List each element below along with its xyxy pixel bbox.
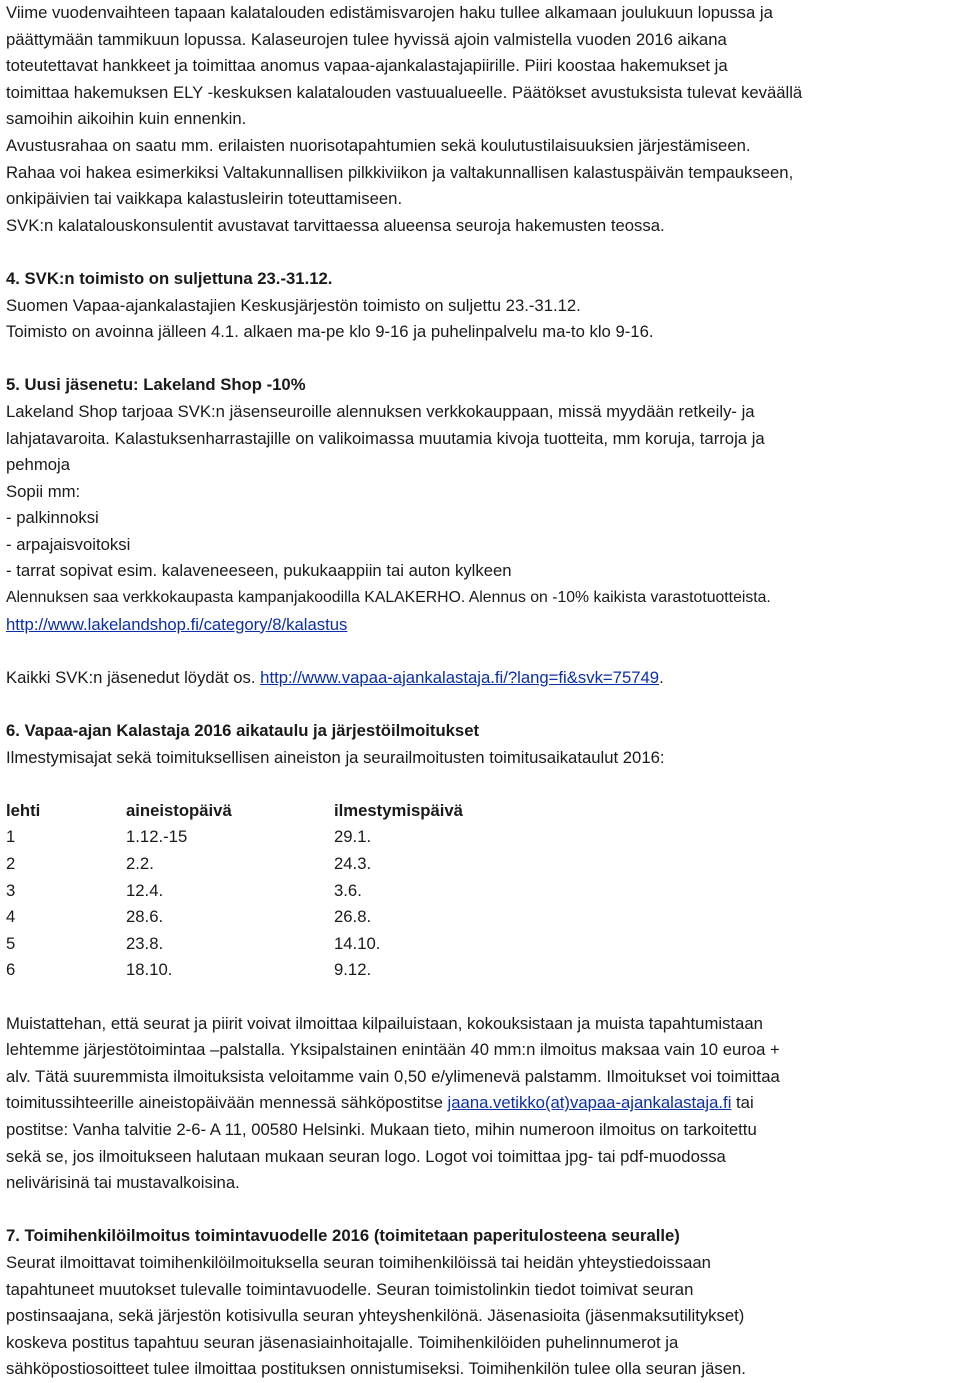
text-line: postitse: Vanha talvitie 2-6- A 11, 00580 Helsinki. Mukaan tieto, mihin numeroon ilmoitus on tarkoitettu [6,1119,757,1139]
table-cell: 29.1. [334,827,372,847]
spacer [6,691,954,718]
text-fragment: toimitussihteerille aineistopäivään mennessä sähköpostitse [6,1093,448,1113]
text-line: Suomen Vapaa-ajankalastajien Keskusjärjestön toimisto on suljettu 23.-31.12. [6,295,581,315]
text-line: lahjatavaroita. Kalastuksenharrastajille on valikoimassa muutamia kivoja tuotteita, mm koruja, tarroja ja [6,428,765,448]
table-header-cell: lehti [6,800,41,820]
table-row [6,878,954,905]
table-header-cell: aineistopäivä [126,800,232,820]
table-row [6,904,954,931]
text-line: lehtemme järjestötoimintaa –palstalla. Yksipalstainen enintään 40 mm:n ilmoitus maksaa vain 10 euroa + [6,1040,780,1060]
text-line: Seurat ilmoittavat toimihenkilöilmoituksella seuran toimihenkilöissä tai heidän yhteystiedoissaan [6,1252,711,1272]
table-cell: 2.2. [126,854,154,873]
text-line: Sopii mm: [6,481,81,501]
spacer [6,984,954,1011]
spacer [6,346,954,373]
text-line: päättymään tammikuun lopussa. Kalaseurojen tulee hyvissä ajoin valmistella vuoden 2016 aikana [6,29,727,49]
text-fragment: . [659,667,664,687]
text-line: tapahtuneet muutokset tulevalle toimintavuodelle. Seuran toimistolinkin tiedot toimivat seuran [6,1279,694,1299]
schedule-table [6,798,954,984]
table-cell: 3.6. [334,880,362,900]
text-line: Toimisto on avoinna jälleen 4.1. alkaen ma-pe klo 9-16 ja puhelinpalvelu ma-to klo 9-16. [6,322,654,342]
text-line: nelivärisinä tai mustavalkoisina. [6,1173,240,1193]
spacer [6,1197,954,1224]
members-benefits-line [6,665,954,692]
intro-paragraph [6,0,954,239]
section-officials-notice [6,1223,954,1383]
text-fragment: Kaikki SVK:n jäsenedut löydät os. [6,667,261,687]
table-row [6,851,954,878]
table-cell: 1.12.-15 [126,827,188,847]
table-cell: 26.8. [334,907,372,927]
table-cell: 5 [6,933,16,953]
section-heading: 4. SVK:n toimisto on suljettuna 23.-31.12. [6,268,333,288]
text-line: Alennuksen saa verkkokaupasta kampanjakoodilla KALAKERHO. Alennus on -10% kaikista varastotuotteista. [6,589,771,607]
spacer [6,771,954,798]
spacer [6,239,954,266]
table-header-row [6,798,954,825]
table-cell: 12.4. [126,880,164,900]
text-line: Muistattehan, että seurat ja piirit voivat ilmoittaa kilpailuistaan, kokouksistaan ja muista tapahtumistaan [6,1013,763,1033]
section-heading: 6. Vapaa-ajan Kalastaja 2016 aikataulu ja järjestöilmoitukset [6,721,480,741]
list-item: - palkinnoksi [6,508,99,528]
section-schedule [6,718,954,1197]
table-row [6,931,954,958]
list-item: - tarrat sopivat esim. kalaveneeseen, pukukaappiin tai auton kylkeen [6,561,512,581]
table-cell: 3 [6,880,16,900]
email-link[interactable]: jaana.vetikko(at)vapaa-ajankalastaja.fi [447,1093,732,1113]
table-cell: 23.8. [126,933,164,953]
text-line: Viime vuodenvaihteen tapaan kalatalouden edistämisvarojen haku tullee alkamaan joulukuun lopussa ja [6,3,773,22]
table-header-cell: ilmestymispäivä [334,800,463,820]
section-heading: 5. Uusi jäsenetu: Lakeland Shop -10% [6,375,306,395]
table-cell: 2 [6,854,16,873]
text-line: alv. Tätä suuremmista ilmoituksista veloitamme vain 0,50 e/ylimenevä palstamm. Ilmoitukset voi toimittaa [6,1066,780,1086]
text-line: toimittaa hakemuksen ELY -keskuksen kalatalouden vastuualueelle. Päätökset avustuksista tulevat keväällä [6,82,803,102]
text-line: pehmoja [6,455,71,475]
text-line: postinsaajana, sekä järjestön kotisivulla seuran yhteyshenkilönä. Jäsenasioita (jäsenmaksutilitykset) [6,1306,745,1326]
lakeland-shop-link[interactable]: http://www.lakelandshop.fi/category/8/kalastus [6,614,348,634]
table-cell: 4 [6,907,16,927]
text-line: sähköpostiosoitteet tulee ilmoittaa postituksen onnistumiseksi. Toimihenkilön tulee olla seuran jäsen. [6,1359,746,1379]
text-line: Rahaa voi hakea esimerkiksi Valtakunnallisen pilkkiviikon ja valtakunnallisen kalastuspäivän tempaukseen, [6,162,794,182]
members-benefits-link[interactable]: http://www.vapaa-ajankalastaja.fi/?lang=fi&svk=75749 [260,667,660,687]
table-row [6,957,954,984]
list-item: - arpajaisvoitoksi [6,534,131,554]
text-line: Lakeland Shop tarjoaa SVK:n jäsenseuroille alennuksen verkkokauppaan, missä myydään retkeily- ja [6,401,755,421]
table-cell: 18.10. [126,960,173,980]
table-row [6,824,954,851]
table-cell: 1 [6,827,16,847]
text-line: toteutettavat hankkeet ja toimittaa anomus vapaa-ajankalastajapiirille. Piiri koostaa hakemukset ja [6,56,728,76]
section-office-closed [6,266,954,346]
table-cell: 6 [6,960,16,980]
email-line [6,1090,954,1117]
table-cell: 28.6. [126,907,164,927]
table-cell: 14.10. [334,933,381,953]
table-cell: 24.3. [334,854,372,873]
table-cell: 9.12. [334,960,372,980]
text-line: onkipäivien tai vaikkapa kalastusleirin toteuttamiseen. [6,189,403,209]
section-lakeland-shop [6,372,954,691]
text-fragment: tai [731,1093,754,1113]
text-line: sekä se, jos ilmoitukseen halutaan mukaan seuran logo. Logot voi toimittaa jpg- tai pdf-muodossa [6,1146,726,1166]
text-line: samoihin aikoihin kuin ennenkin. [6,109,247,129]
text-line: Ilmestymisajat sekä toimituksellisen aineiston ja seurailmoitusten toimitusaikataulut 2016: [6,747,665,767]
section-heading: 7. Toimihenkilöilmoitus toimintavuodelle 2016 (toimitetaan paperitulosteena seuralle) [6,1226,680,1246]
text-line: koskeva postitus tapahtuu seuran jäsenasiainhoitajalle. Toimihenkilöiden puhelinnumerot ja [6,1332,679,1352]
text-line: Avustusrahaa on saatu mm. erilaisten nuorisotapahtumien sekä koulutustilaisuuksien järjestämiseen. [6,135,751,155]
text-line: SVK:n kalatalouskonsulentit avustavat tarvittaessa alueensa seuroja hakemusten teossa. [6,215,665,235]
spacer [6,638,954,665]
